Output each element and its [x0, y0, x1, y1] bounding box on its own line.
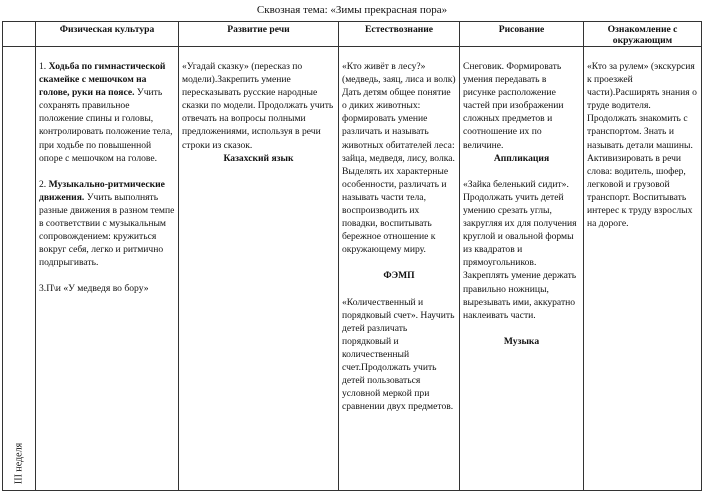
physical-item-2-text: Учить выполнять разные движения в разном темпе в соответствии с музыкальным сопровождением: кружиться вокруг себя, легко и ритмично подпрыгивать.: [39, 191, 175, 269]
column-header-nature: Естествознание: [339, 22, 460, 47]
lesson-plan-table: [2, 21, 702, 491]
week-row: [3, 47, 702, 491]
physical-cell: [36, 47, 179, 491]
week-header-cell: [3, 22, 36, 47]
speech-cell: [179, 47, 339, 491]
column-header-physical: Физическая культура: [36, 22, 179, 47]
physical-item-1: 1. Ходьба по гимнастической скамейке с мешочком на голове, руки на поясе. Учить сохранять правильное положение спины и головы, контролировать положение тела, при ходьбе по повышенной опоре с мешочком на голове.: [39, 61, 173, 164]
drawing-cell: [460, 47, 584, 491]
physical-item-2: 2. Музыкально-ритмические движения. Учить выполнять разные движения в разном темпе в соответствии с музыкальным сопровождением: кружиться вокруг себя, легко и ритмично подпрыгивать.: [39, 178, 175, 269]
speech-text: «Угадай сказку» (пересказ по модели).Закрепить умение пересказывать русские народные сказки по модели. Продолжать учить отвечать на вопросы полными предложениями, используя в речи строки из сказок.: [182, 61, 334, 151]
physical-item-3: 3.П\и «У медведя во бору»: [39, 283, 149, 295]
header-row: [3, 22, 702, 47]
page-title: Сквозная тема: «Зимы прекрасная пора»: [256, 4, 448, 16]
week-label: III неделя: [13, 442, 25, 484]
drawing-text: Снеговик. Формировать умения передавать в рисунке расположение частей при изображении сложных предметов и соотношение их по величине.: [463, 61, 564, 151]
nature-text: «Кто живёт в лесу?» (медведь, заяц, лиса и волк) Дать детям общее понятие о диких животных: формировать умение различать и называть животных обитателей леса: зайца, медведя, лису, волка. Выделять их характерные особенности, различать и называть части тела, воспроизводить их повадки, воспитывать бережное отношение к окружающему миру.: [342, 61, 456, 256]
fmp-text: «Количественный и порядковый счет». Научить детей различать порядковый и количественный счет.Продолжать учить детей пользоваться условной меркой при сравнении двух предметов.: [342, 296, 455, 413]
column-header-environment: Ознакомление с окружающим: [584, 22, 702, 47]
drawing-subheading-music: Музыка: [503, 335, 540, 347]
column-header-drawing: Рисование: [460, 22, 584, 47]
speech-subheading: Казахский язык: [223, 152, 294, 164]
physical-item-1-title: Ходьба по гимнастической скамейке с мешочком на голове, руки на поясе.: [39, 61, 166, 99]
environment-cell: [584, 47, 702, 491]
environment-text: «Кто за рулем» (экскурсия к проезжей части).Расширять знания о труде водителя. Продолжать знакомить с транспортом. Знать и называть детали машины. Активизировать в речи слова: водитель, шофер, легковой и грузовой транспорт. Воспитывать интерес к труду взрослых на дороге.: [587, 61, 697, 230]
physical-item-1-text: Учить сохранять правильное положение спины и головы, контролировать положение тела, при ходьбе по повышенной опоре с мешочком на голове.: [39, 87, 173, 164]
nature-subheading: ФЭМП: [383, 270, 415, 282]
column-header-speech: Развитие речи: [179, 22, 339, 47]
drawing-subheading-appl: Аппликация: [493, 152, 550, 164]
physical-item-2-title: Музыкально-ритмические движения.: [39, 178, 165, 203]
nature-cell: [339, 47, 460, 491]
appl-text: «Зайка беленький сидит». Продолжать учить детей умению срезать углы, закругляя их для получения круглой и овальной формы из квадратов и прямоугольников. Закреплять умение держать правильно ножницы, вырезывать ими, аккуратно наклеивать части.: [463, 178, 577, 321]
week-cell: [3, 47, 36, 491]
